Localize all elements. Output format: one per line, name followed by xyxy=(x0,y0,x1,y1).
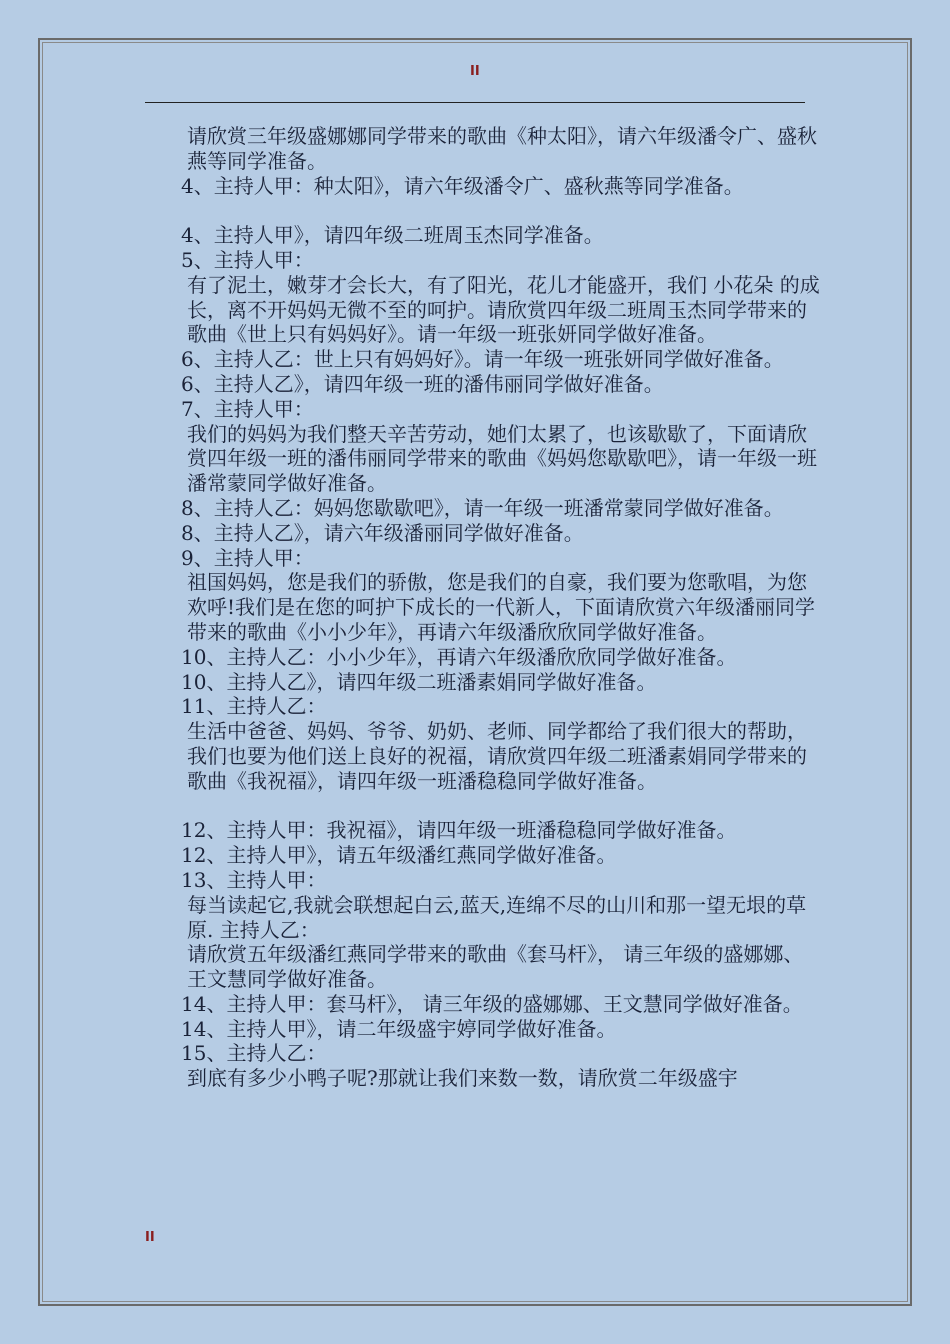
paragraph: 4、主持人甲》，请四年级二班周玉杰同学准备。 xyxy=(181,223,604,248)
paragraph: 5、主持人甲： xyxy=(181,247,314,272)
paragraph: 14、主持人甲》，请二年级盛宇婷同学做好准备。 xyxy=(181,1016,617,1041)
paragraph: 到底有多少小鸭子呢?那就让我们来数一数，请欣赏二年级盛宇 xyxy=(187,1066,738,1091)
paragraph: 4、主持人甲：种太阳》，请六年级潘令广、盛秋燕等同学准备。 xyxy=(181,173,744,198)
paragraph: 12、主持人甲：我祝福》，请四年级一班潘稳稳同学做好准备。 xyxy=(181,818,737,843)
paragraph: 6、主持人乙：世上只有妈妈好》。请一年级一班张妍同学做好准备。 xyxy=(181,347,784,372)
footer-page-mark: II xyxy=(145,1230,155,1245)
paragraph: 9、主持人甲： xyxy=(181,545,314,570)
paragraph: 13、主持人甲： xyxy=(181,867,327,892)
header-rule xyxy=(145,102,805,103)
header-page-mark: II xyxy=(470,64,480,79)
paragraph: 12、主持人甲》，请五年级潘红燕同学做好准备。 xyxy=(181,843,617,868)
paragraph: 11、主持人乙： xyxy=(181,694,327,719)
paragraph: 15、主持人乙： xyxy=(181,1041,327,1066)
paragraph: 祖国妈妈，您是我们的骄傲，您是我们的自豪，我们要为您歌唱，为您欢呼!我们是在您的呵护下成长的一代新人，下面请欣赏六年级潘丽同学带来的歌曲《小小少年》，再请六年级潘欣欣同学做好准备。 xyxy=(187,570,816,644)
paragraph: 8、主持人乙：妈妈您歇歇吧》，请一年级一班潘常蒙同学做好准备。 xyxy=(181,495,784,520)
paragraph: 10、主持人乙：小小少年》，再请六年级潘欣欣同学做好准备。 xyxy=(181,644,737,669)
blank-line xyxy=(145,198,823,223)
paragraph: 生活中爸爸、妈妈、爷爷、奶奶、老师、同学都给了我们很大的帮助，我们也要为他们送上良好的祝福，请欣赏四年级二班潘素娟同学带来的歌曲《我祝福》，请四年级一班潘稳稳同学做好准备。 xyxy=(187,719,807,793)
blank-line xyxy=(145,794,823,819)
paragraph: 14、主持人甲：套马杆》， 请三年级的盛娜娜、王文慧同学做好准备。 xyxy=(181,991,803,1016)
paragraph: 7、主持人甲： xyxy=(181,396,314,421)
paragraph: 我们的妈妈为我们整天辛苦劳动，她们太累了，也该歇歇了，下面请欣赏四年级一班的潘伟丽同学带来的歌曲《妈妈您歇歇吧》，请一年级一班潘常蒙同学做好准备。 xyxy=(187,421,817,496)
paragraph: 每当读起它,我就会联想起白云,蓝天,连绵不尽的山川和那一望无垠的草原. 主持人乙： xyxy=(187,892,807,942)
paragraph: 10、主持人乙》，请四年级二班潘素娟同学做好准备。 xyxy=(181,669,657,694)
paragraph: 6、主持人乙》，请四年级一班的潘伟丽同学做好准备。 xyxy=(181,371,664,396)
document-body xyxy=(145,124,823,1091)
paragraph: 请欣赏三年级盛娜娜同学带来的歌曲《种太阳》，请六年级潘令广、盛秋燕等同学准备。 xyxy=(187,124,817,173)
paragraph: 请欣赏五年级潘红燕同学带来的歌曲《套马杆》， 请三年级的盛娜娜、王文慧同学做好准备。 xyxy=(187,942,804,992)
paragraph: 8、主持人乙》，请六年级潘丽同学做好准备。 xyxy=(181,520,584,545)
paragraph: 有了泥土，嫩芽才会长大，有了阳光，花儿才能盛开，我们 小花朵 的成长，离不开妈妈无微不至的呵护。请欣赏四年级二班周玉杰同学带来的歌曲《世上只有妈妈好》。请一年级一班张妍同学做好准备。 xyxy=(187,272,820,347)
